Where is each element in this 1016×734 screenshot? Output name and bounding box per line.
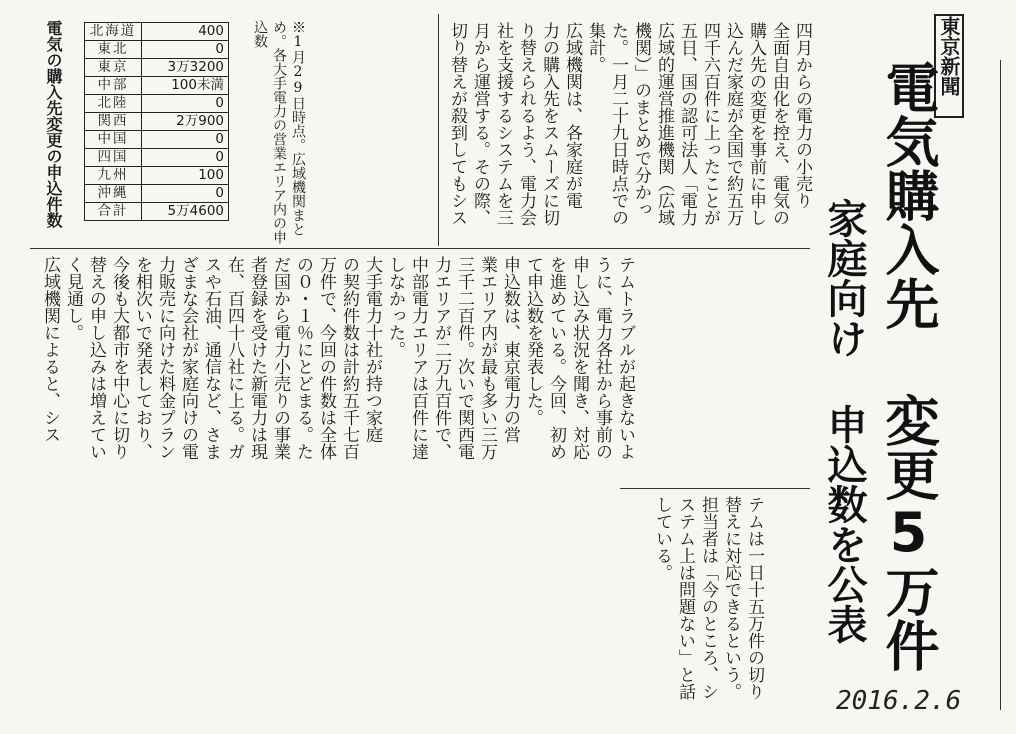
- article-bottom-line: している。: [652, 496, 672, 581]
- table-row: [85, 149, 229, 167]
- article-middle-line: を進めている。今回、初め: [546, 256, 566, 460]
- table-row: [85, 77, 229, 95]
- count-cell: 100未満: [142, 77, 229, 95]
- region-cell: 四国: [85, 149, 142, 167]
- article-middle-line: て申込数を発表した。: [523, 256, 543, 426]
- region-cell: 関西: [85, 113, 142, 131]
- article-middle-line: を相次いで発表しており、: [132, 256, 152, 460]
- article-middle-line: 広域機関によると、シス: [40, 256, 60, 443]
- table-title: 電気の購入先変更の申込件数: [44, 20, 63, 228]
- article-middle-line: 在、百四十八社に上る。ガ: [224, 256, 244, 460]
- table-row: [85, 185, 229, 203]
- article-middle-line: 力販売に向けた料金プラン: [155, 256, 175, 460]
- article-top-line: 全面自由化を控え、電気の: [769, 22, 789, 226]
- article-middle-line: 万件で、今回の件数は全体: [316, 256, 336, 460]
- subhead: 家庭向け 申込数を公表: [821, 198, 867, 644]
- article-middle-line: スや石油、通信など、さま: [201, 256, 221, 460]
- table-row: [85, 23, 229, 41]
- article-middle-line: 三千二百件。次いで関西電: [454, 256, 474, 460]
- article-middle-line: 替えの申し込みは増えてい: [86, 256, 106, 460]
- article-top-line: 力の購入先をスムーズに切: [539, 22, 559, 226]
- article-middle-line: 今後も大都市を中心に切り: [109, 256, 129, 460]
- count-cell: 400: [142, 23, 229, 41]
- article-bottom-line: 替えに対応できるという。: [721, 496, 741, 700]
- article-top-line: 切り替えが殺到してもシス: [447, 22, 467, 226]
- article-top-line: た。一月二十九日時点での: [608, 22, 628, 226]
- region-cell: 合計: [85, 203, 142, 221]
- article-top-line: 広域機関は、各家庭が電: [562, 22, 582, 209]
- article-top-line: 五日、国の認可法人「電力: [677, 22, 697, 226]
- article-top-line: 四月からの電力の小売り: [792, 22, 812, 209]
- table-row: [85, 203, 229, 221]
- application-count-table: [84, 22, 229, 221]
- article-middle-line: 申込数は、東京電力の営: [500, 256, 520, 443]
- article-middle-line: テムトラブルが起きないよ: [615, 256, 635, 460]
- article-middle-line: 大手電力十社が持つ家庭: [362, 256, 382, 443]
- table-row: [85, 131, 229, 149]
- table-note: ※1月29日時点。広域機関まとめ。各大手電力の営業エリア内の申込数: [252, 20, 306, 244]
- article-bottom-line: テムは一日十五万件の切り: [744, 496, 764, 700]
- article-middle-line: うに、電力各社から事前の: [592, 256, 612, 460]
- count-cell: 0: [142, 149, 229, 167]
- count-cell: 0: [142, 95, 229, 113]
- table-row: [85, 167, 229, 185]
- newspaper-masthead: 東京新聞: [934, 14, 964, 118]
- region-cell: 北陸: [85, 95, 142, 113]
- article-middle-line: く見通し。: [63, 256, 83, 341]
- count-cell: 5万4600: [142, 203, 229, 221]
- article-top-line: 社を支援するシステムを三: [493, 22, 513, 226]
- article-middle-line: だ国から電力小売りの事業: [270, 256, 290, 460]
- article-middle-line: 力エリアが二万九百件で、: [431, 256, 451, 460]
- article-middle-line: しなかった。: [385, 256, 405, 358]
- article-middle-line: の０・１％にとどまる。た: [293, 256, 313, 460]
- region-cell: 東北: [85, 41, 142, 59]
- count-cell: 100: [142, 167, 229, 185]
- article-top-line: 月から運営する。その際、: [470, 22, 490, 226]
- article-middle-tier: [38, 256, 636, 488]
- table-row: [85, 41, 229, 59]
- count-cell: 2万900: [142, 113, 229, 131]
- region-cell: 北海道: [85, 23, 142, 41]
- region-cell: 九州: [85, 167, 142, 185]
- article-middle-line: 中部電力エリアは百件に達: [408, 256, 428, 460]
- count-cell: 0: [142, 185, 229, 203]
- article-top-line: 広域的運営推進機関（広域: [654, 22, 674, 226]
- handwritten-date: 2016.2.6: [836, 686, 962, 716]
- count-cell: 3万3200: [142, 59, 229, 77]
- article-top-line: 機関）」のまとめで分かっ: [631, 22, 651, 218]
- article-top-line: り替えられるよう、電力会: [516, 22, 536, 226]
- article-bottom-line: 担当者は「今のところ、シ: [698, 496, 718, 700]
- tier-rule-bottom: [620, 488, 810, 489]
- region-cell: 中部: [85, 77, 142, 95]
- article-middle-line: 者登録を受けた新電力は現: [247, 256, 267, 460]
- table-row: [85, 113, 229, 131]
- article-top-line: 四千六百件に上ったことが: [700, 22, 720, 226]
- count-cell: 0: [142, 41, 229, 59]
- article-middle-line: の契約件数は計約五千七百: [339, 256, 359, 460]
- article-top-line: 購入先の変更を事前に申し: [746, 22, 766, 226]
- headline: 電気購入先 変更5万件: [877, 60, 940, 672]
- article-top-line: 込んだ家庭が全国で約五万: [723, 22, 743, 226]
- headline-rule: [1000, 60, 1001, 710]
- article-top-tier: [445, 22, 813, 252]
- article-middle-line: 申し込み状況を聞き、対応: [569, 256, 589, 460]
- count-cell: 0: [142, 131, 229, 149]
- article-middle-line: ざまな会社が家庭向けの電: [178, 256, 198, 460]
- table-box-divider: [438, 14, 439, 246]
- table-row: [85, 59, 229, 77]
- region-cell: 東京: [85, 59, 142, 77]
- article-middle-line: 業エリア内が最も多い三万: [477, 256, 497, 460]
- region-cell: 中国: [85, 131, 142, 149]
- region-cell: 沖縄: [85, 185, 142, 203]
- article-top-line: 集計。: [585, 22, 605, 73]
- article-bottom-tier: [650, 496, 765, 726]
- article-bottom-line: ステム上は問題ない」と話: [675, 496, 695, 700]
- table-row: [85, 95, 229, 113]
